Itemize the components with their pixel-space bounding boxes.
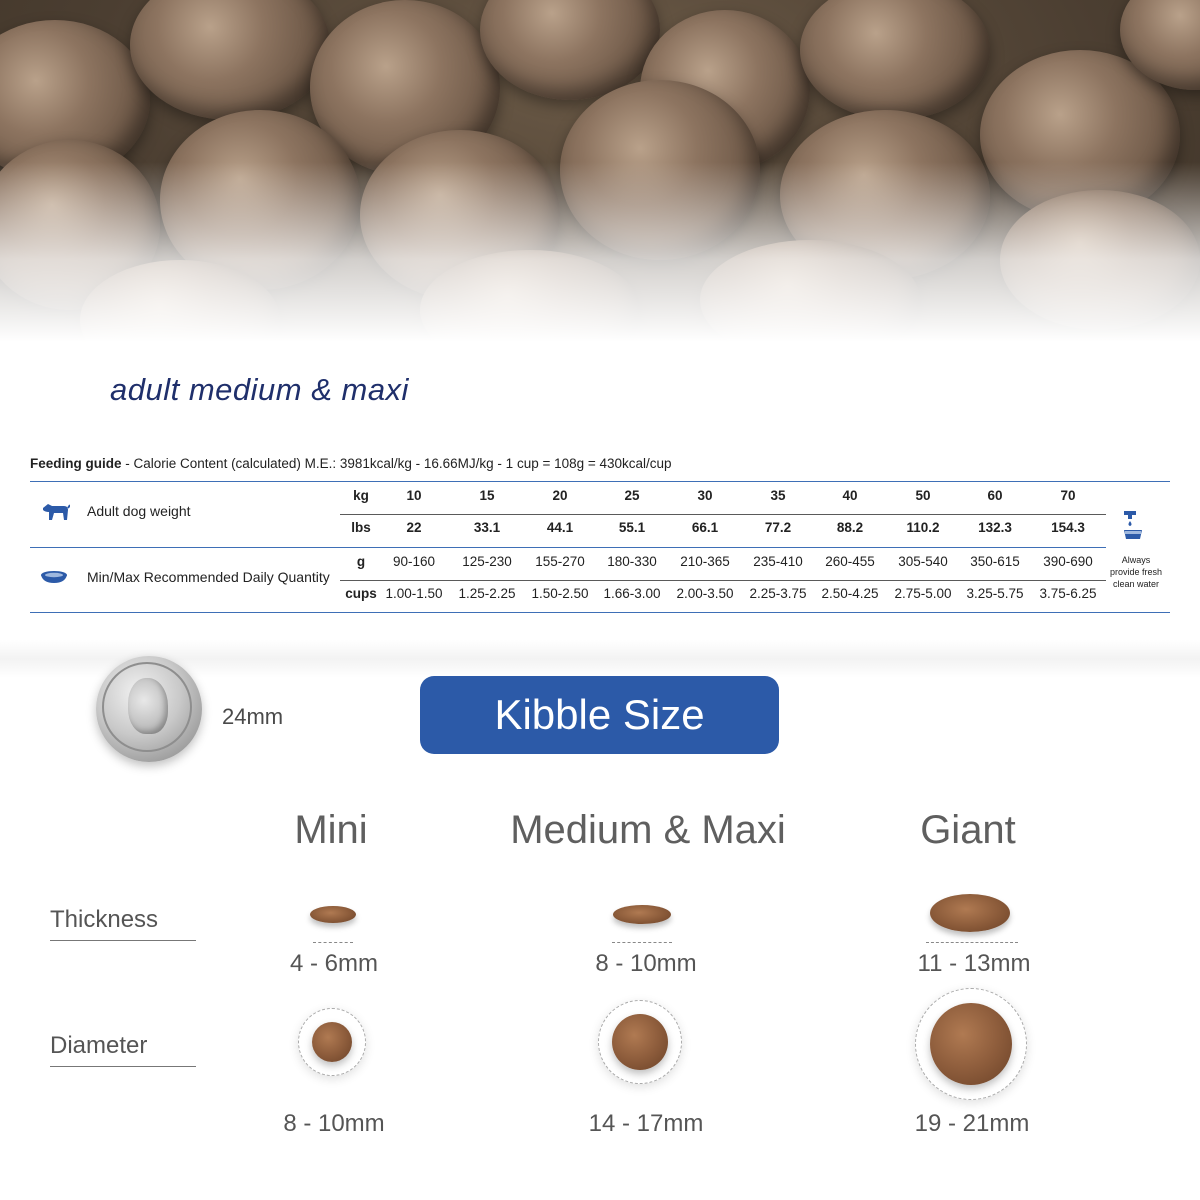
- thickness-giant: 11 - 13mm: [917, 950, 1031, 977]
- unit-g: g: [356, 554, 366, 569]
- cups-cell: 2.50-4.25: [821, 586, 879, 601]
- cups-cell: 1.00-1.50: [385, 586, 443, 601]
- lbs-cell: 22: [406, 520, 422, 535]
- diameter-medium-maxi: 14 - 17mm: [588, 1110, 704, 1137]
- thickness-mini: 4 - 6mm: [289, 950, 378, 977]
- lbs-cell: 132.3: [978, 520, 1012, 535]
- coin-size-label: 24mm: [222, 704, 284, 729]
- grams-cell: 180-330: [607, 554, 657, 569]
- kibble-diameter-medium-maxi: [612, 1014, 668, 1070]
- table-bottom-rule: [30, 612, 1170, 613]
- dog-icon: [40, 500, 70, 522]
- grams-cell: 350-615: [970, 554, 1020, 569]
- size-heading-medium-maxi: Medium & Maxi: [510, 808, 786, 852]
- diameter-giant: 19 - 21mm: [914, 1110, 1030, 1137]
- cups-cell: 2.75-5.00: [894, 586, 952, 601]
- feeding-guide-label: Feeding guide: [30, 456, 122, 471]
- row-divider: [340, 514, 1106, 515]
- grams-cell: 260-455: [825, 554, 875, 569]
- product-title: adult medium & maxi: [110, 372, 409, 407]
- grams-cell: 125-230: [462, 554, 512, 569]
- cups-cell: 2.25-3.75: [749, 586, 807, 601]
- row-divider: [340, 580, 1106, 581]
- water-tap-icon: [1122, 510, 1144, 540]
- quantity-row-label: Min/Max Recommended Daily Quantity: [87, 569, 330, 585]
- cups-cell: 1.25-2.25: [458, 586, 516, 601]
- kibble-diameter-mini: [312, 1022, 352, 1062]
- grams-cell: 90-160: [392, 554, 436, 569]
- diameter-mini: 8 - 10mm: [283, 1110, 385, 1137]
- grams-cell: 155-270: [535, 554, 585, 569]
- kg-cell: 10: [406, 488, 422, 503]
- grams-cell: 210-365: [680, 554, 730, 569]
- kg-cell: 25: [624, 488, 640, 503]
- unit-cups: cups: [345, 586, 377, 601]
- water-note: Always provide fresh clean water: [1109, 555, 1163, 589]
- lbs-cell: 77.2: [764, 520, 792, 535]
- section-divider: [30, 547, 1106, 548]
- thickness-dash: [926, 942, 1018, 943]
- grams-cell: 390-690: [1043, 554, 1093, 569]
- lbs-cell: 110.2: [906, 520, 940, 535]
- kg-cell: 35: [770, 488, 786, 503]
- grams-cell: 305-540: [898, 554, 948, 569]
- unit-kg: kg: [353, 488, 369, 503]
- lbs-cell: 154.3: [1051, 520, 1085, 535]
- kibble-thickness-mini: [310, 906, 356, 923]
- kg-cell: 30: [697, 488, 713, 503]
- lbs-cell: 66.1: [691, 520, 719, 535]
- bowl-icon: [40, 570, 68, 584]
- cups-cell: 1.66-3.00: [603, 586, 661, 601]
- weight-row-label: Adult dog weight: [87, 503, 191, 519]
- kibble-thickness-giant: [930, 894, 1010, 932]
- quarter-coin-image: [96, 656, 202, 762]
- cups-cell: 2.00-3.50: [676, 586, 734, 601]
- unit-lbs: lbs: [351, 520, 371, 535]
- kg-cell: 60: [987, 488, 1003, 503]
- feeding-guide-heading: [30, 456, 672, 471]
- kg-cell: 20: [552, 488, 568, 503]
- lbs-cell: 88.2: [836, 520, 864, 535]
- kg-cell: 50: [915, 488, 931, 503]
- size-heading-giant: Giant: [920, 808, 1016, 852]
- thickness-medium-maxi: 8 - 10mm: [595, 950, 697, 977]
- cups-cell: 3.75-6.25: [1039, 586, 1097, 601]
- thickness-dash: [612, 942, 672, 943]
- grams-cell: 235-410: [753, 554, 803, 569]
- kibble-diameter-giant: [930, 1003, 1012, 1085]
- thickness-underline: [50, 940, 196, 941]
- cups-cell: 1.50-2.50: [531, 586, 589, 601]
- size-heading-mini: Mini: [294, 808, 368, 852]
- table-top-rule: [30, 481, 1170, 482]
- lbs-cell: 44.1: [546, 520, 574, 535]
- kg-cell: 40: [842, 488, 858, 503]
- calorie-content: - Calorie Content (calculated) M.E.: 3981kcal/kg - 16.66MJ/kg - 1 cup = 108g = 430kcal/cup: [121, 456, 672, 471]
- thickness-label: Thickness: [50, 906, 159, 933]
- thickness-dash: [313, 942, 353, 943]
- kibble-thickness-medium-maxi: [613, 905, 671, 924]
- cups-cell: 3.25-5.75: [966, 586, 1024, 601]
- kg-cell: 70: [1060, 488, 1076, 503]
- kibble-size-banner: Kibble Size: [420, 676, 779, 754]
- diameter-underline: [50, 1066, 196, 1067]
- diameter-label: Diameter: [50, 1032, 148, 1059]
- hero-kibble-photo: [0, 0, 1200, 360]
- lbs-cell: 33.1: [473, 520, 501, 535]
- lbs-cell: 55.1: [618, 520, 646, 535]
- kg-cell: 15: [479, 488, 495, 503]
